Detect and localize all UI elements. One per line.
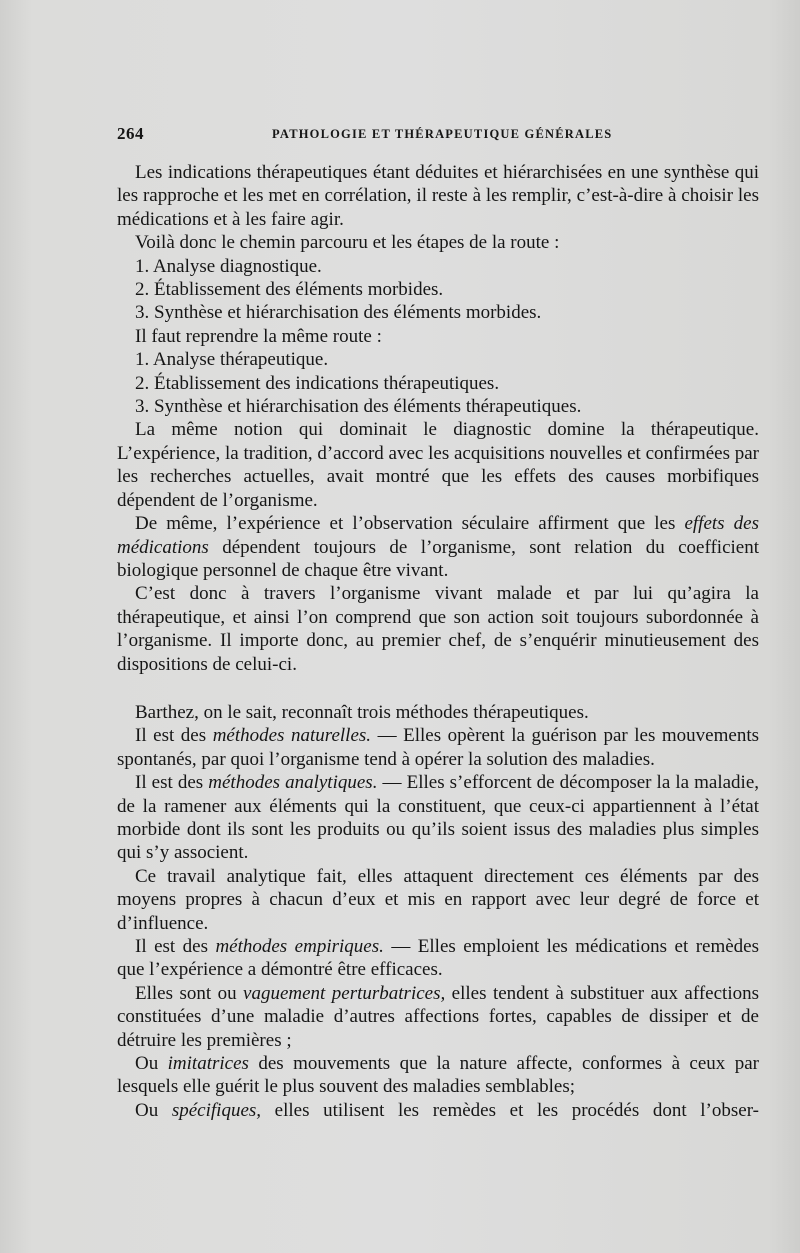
paragraph — [117, 512, 759, 582]
paragraph-text: elles tendent à substituer aux affections constituées d’une maladie d’autres affections fortes, capables de dissiper et de détruire les premières ; — [117, 982, 759, 1051]
list-item: 2. Établissement des indications thérapeutiques. — [135, 372, 500, 394]
paragraph: Les indications thérapeutiques étant déduites et hiérarchisées en une synthèse qui les rapproche et les met en corrélation, il reste à les remplir, c’est-à-dire à choisir les médications et à les faire agir. — [117, 162, 759, 230]
list-item: 3. Synthèse et hiérarchisation des éléments morbides. — [135, 302, 542, 324]
italic-term: vaguement perturbatrices, — [243, 982, 446, 1004]
italic-term: effets des médications — [117, 513, 759, 558]
paragraph-text: Il est des — [135, 936, 216, 957]
paragraph — [117, 935, 759, 982]
paragraph-text: — Elles s’efforcent de décomposer la la maladie, de la ramener aux éléments qui la constituent, que ceux-ci appartiennent à l’état morbide dont ils sont les produits ou qu’ils soient issus des maladies plus simples qui s’y associent. — [117, 772, 759, 864]
paragraph-text: dépendent toujours de l’organisme, sont relation du coefficient biologique personnel de chaque être vivant. — [117, 536, 759, 581]
paragraph: Barthez, on le sait, reconnaît trois méthodes thérapeutiques. — [135, 701, 589, 723]
paragraph: Ce travail analytique fait, elles attaquent directement ces éléments par des moyens propres à chacun d’eux et mis en rapport avec leur degré de force et d’influence. — [117, 865, 759, 934]
list-item: 2. Établissement des éléments morbides. — [135, 279, 444, 301]
list-item: 1. Analyse thérapeutique. — [135, 349, 329, 371]
list-item: 3. Synthèse et hiérarchisation des éléments thérapeutiques. — [135, 396, 582, 418]
italic-term: méthodes naturelles. — [212, 725, 372, 747]
paragraph — [117, 724, 759, 771]
page-header — [117, 124, 757, 150]
page-number: 264 — [117, 124, 144, 143]
paragraph: C’est donc à travers l’organisme vivant malade et par lui qu’agira la thérapeutique, et ainsi l’on comprend que son action soit toujours subordonnée à l’organisme. Il importe donc, au premier chef, de s’enquérir minutieusement des dispositions de celui-ci. — [117, 583, 759, 675]
paragraph-text: — Elles emploient les médications et remèdes que l’expérience a démontré être efficaces. — [117, 936, 759, 981]
paragraph — [117, 1052, 759, 1099]
italic-term: spécifiques, — [171, 1099, 262, 1121]
paragraph — [117, 982, 759, 1052]
paragraph-text: elles utilisent les remèdes et les procédés dont l’obser- — [261, 1099, 759, 1121]
list-item: 1. Analyse diagnostique. — [135, 255, 322, 277]
body-text — [117, 161, 759, 1122]
paragraph-text: Elles sont ou — [135, 982, 244, 1004]
paragraph — [117, 1099, 759, 1122]
paragraph-text: des mouvements que la nature affecte, conformes à ceux par lesquels elle guérit le plus souvent des maladies semblables; — [117, 1053, 759, 1098]
paragraph-text: De même, l’expérience et l’observation séculaire affirment que les — [135, 513, 685, 535]
paragraph-text: Il est des — [135, 725, 213, 747]
running-title: PATHOLOGIE ET THÉRAPEUTIQUE GÉNÉRALES — [272, 127, 613, 141]
paragraph: La même notion qui dominait le diagnostic domine la thérapeutique. L’expérience, la tradition, d’accord avec les acquisitions nouvelles et confirmées par les recherches actuelles, avait montré que les effets des causes morbifiques dépendent de l’organisme. — [117, 419, 759, 511]
italic-term: imitatrices — [167, 1053, 249, 1075]
paragraph-text: Il est des — [135, 772, 209, 794]
paragraph: Il faut reprendre la même route : — [135, 325, 382, 347]
paragraph-text: Ou — [135, 1099, 172, 1121]
italic-term: méthodes empiriques. — [215, 936, 384, 957]
paragraph — [117, 771, 759, 865]
paragraph: Voilà donc le chemin parcouru et les étapes de la route : — [135, 232, 560, 254]
paragraph-text: Ou — [135, 1053, 168, 1075]
paragraph-text: — Elles opèrent la guérison par les mouvements spontanés, par quoi l’organisme tend à opérer la solution des maladies. — [117, 725, 760, 770]
italic-term: méthodes analytiques. — [208, 772, 378, 794]
